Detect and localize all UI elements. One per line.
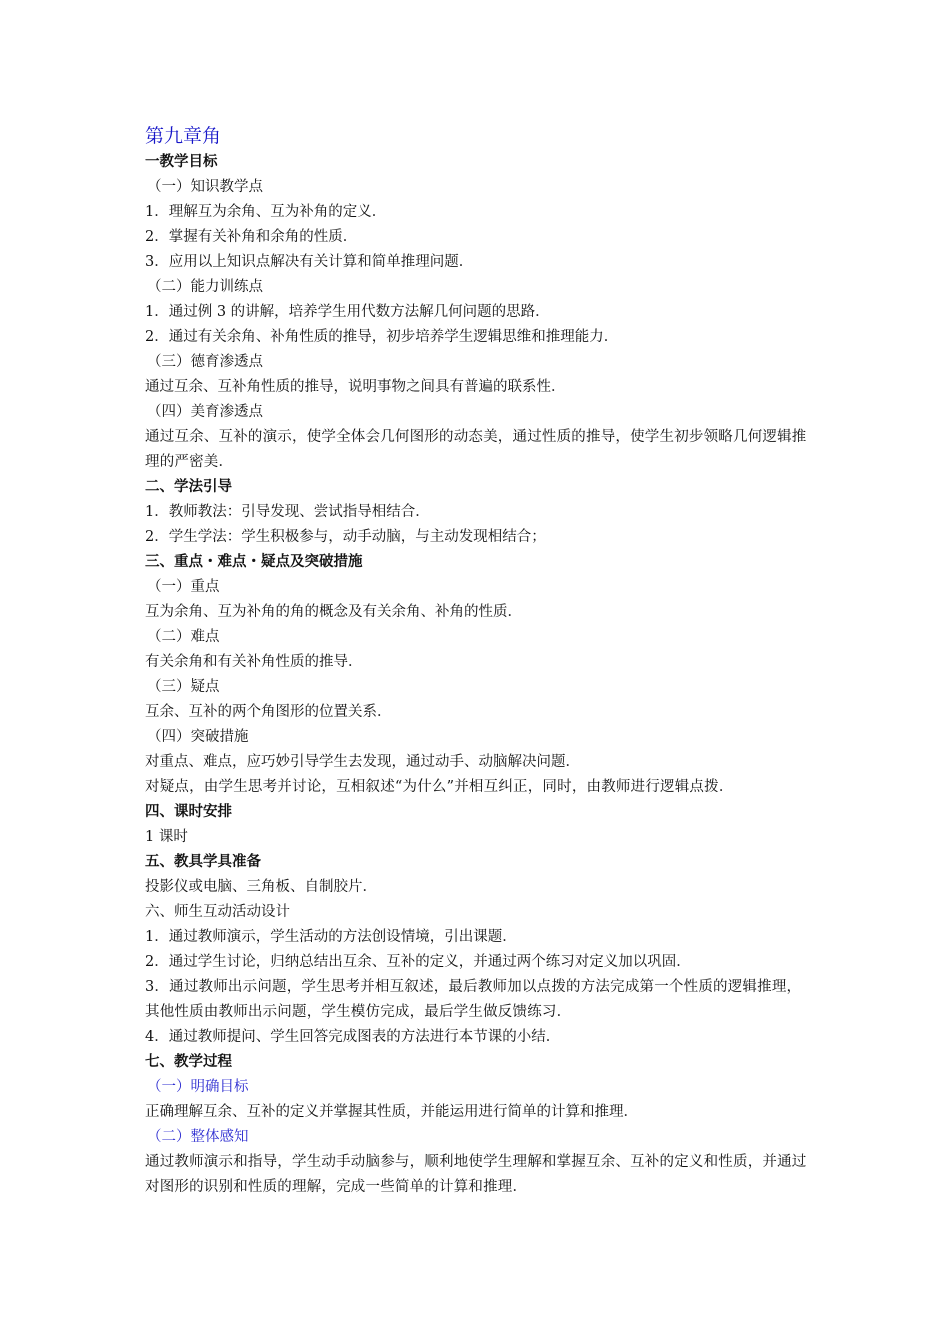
- paragraph: 1 课时: [145, 829, 188, 845]
- paragraph: 对重点、难点，应巧妙引导学生去发现，通过动手、动脑解决问题．: [145, 754, 580, 770]
- paragraph: 通过互余、互补角性质的推导，说明事物之间具有普遍的联系性．: [145, 379, 566, 395]
- paragraph-multiline: 对疑点，由学生思考并讨论，互相叙述“为什么”并相互纠正，同时，由教师进行逻辑点拨．: [145, 779, 734, 795]
- section-heading-7: 七、教学过程: [145, 1054, 232, 1070]
- section-heading-3: 三、重点・难点・疑点及突破措施: [145, 554, 363, 570]
- section-heading-1: 一教学目标: [145, 154, 218, 170]
- paragraph-multiline: 3．通过教师出示问题，学生思考并相互叙述，最后教师加以点拨的方法完成第一个性质的逻辑推理，其他性质由教师出示问题，学生模仿完成，最后学生做反馈练习．: [145, 979, 802, 1020]
- paragraph: 1．通过例 3 的讲解，培养学生用代数方法解几何问题的思路．: [145, 304, 550, 320]
- paragraph: 4．通过教师提问、学生回答完成图表的方法进行本节课的小结．: [145, 1029, 561, 1045]
- section-heading-4: 四、课时安排: [145, 804, 232, 820]
- section-heading-6: 六、师生互动活动设计: [145, 904, 290, 920]
- subheading-doubt: （三）疑点: [147, 679, 220, 695]
- paragraph: 互余、互补的两个角图形的位置关系．: [145, 704, 392, 720]
- paragraph: 1．教师教法：引导发现、尝试指导相结合．: [145, 504, 430, 520]
- paragraph-multiline: 通过互余、互补的演示，使学全体会几何图形的动态美，通过性质的推导，使学生初步领略几何逻辑推理的严密美．: [145, 429, 807, 470]
- section-heading-2: 二、学法引导: [145, 479, 232, 495]
- section-heading-5: 五、教具学具准备: [145, 854, 261, 870]
- paragraph: 互为余角、互为补角的角的概念及有关余角、补角的性质．: [145, 604, 522, 620]
- subheading-key-point: （一）重点: [147, 579, 220, 595]
- paragraph: 正确理解互余、互补的定义并掌握其性质，并能运用进行简单的计算和推理．: [145, 1104, 638, 1120]
- subheading-overview: （二）整体感知: [147, 1129, 249, 1145]
- paragraph: 3．应用以上知识点解决有关计算和简单推理问题．: [145, 254, 474, 270]
- subheading-aesthetic: （四）美育渗透点: [147, 404, 263, 420]
- subheading-ability: （二）能力训练点: [147, 279, 263, 295]
- paragraph: 2．掌握有关补角和余角的性质．: [145, 229, 358, 245]
- paragraph: 1．理解互为余角、互为补角的定义．: [145, 204, 387, 220]
- subheading-knowledge: （一）知识教学点: [147, 179, 263, 195]
- paragraph: 2．通过有关余角、补角性质的推导，初步培养学生逻辑思维和推理能力．: [145, 329, 619, 345]
- subheading-objectives: （一）明确目标: [147, 1079, 249, 1095]
- subheading-moral: （三）德育渗透点: [147, 354, 263, 370]
- paragraph: 2．通过学生讨论，归纳总结出互余、互补的定义，并通过两个练习对定义加以巩固．: [145, 954, 691, 970]
- subheading-measures: （四）突破措施: [147, 729, 249, 745]
- paragraph-multiline: 通过教师演示和指导，学生动手动脑参与，顺利地使学生理解和掌握互余、互补的定义和性质，并通过对图形的识别和性质的理解，完成一些简单的计算和推理．: [145, 1154, 807, 1195]
- document-page: [145, 122, 815, 1200]
- chapter-title: 第九章角: [145, 125, 222, 147]
- paragraph: 投影仪或电脑、三角板、自制胶片．: [145, 879, 377, 895]
- paragraph: 1．通过教师演示，学生活动的方法创设情境，引出课题．: [145, 929, 517, 945]
- subheading-difficulty: （二）难点: [147, 629, 220, 645]
- paragraph: 有关余角和有关补角性质的推导．: [145, 654, 363, 670]
- paragraph: 2．学生学法：学生积极参与，动手动脑，与主动发现相结合；: [145, 529, 546, 545]
